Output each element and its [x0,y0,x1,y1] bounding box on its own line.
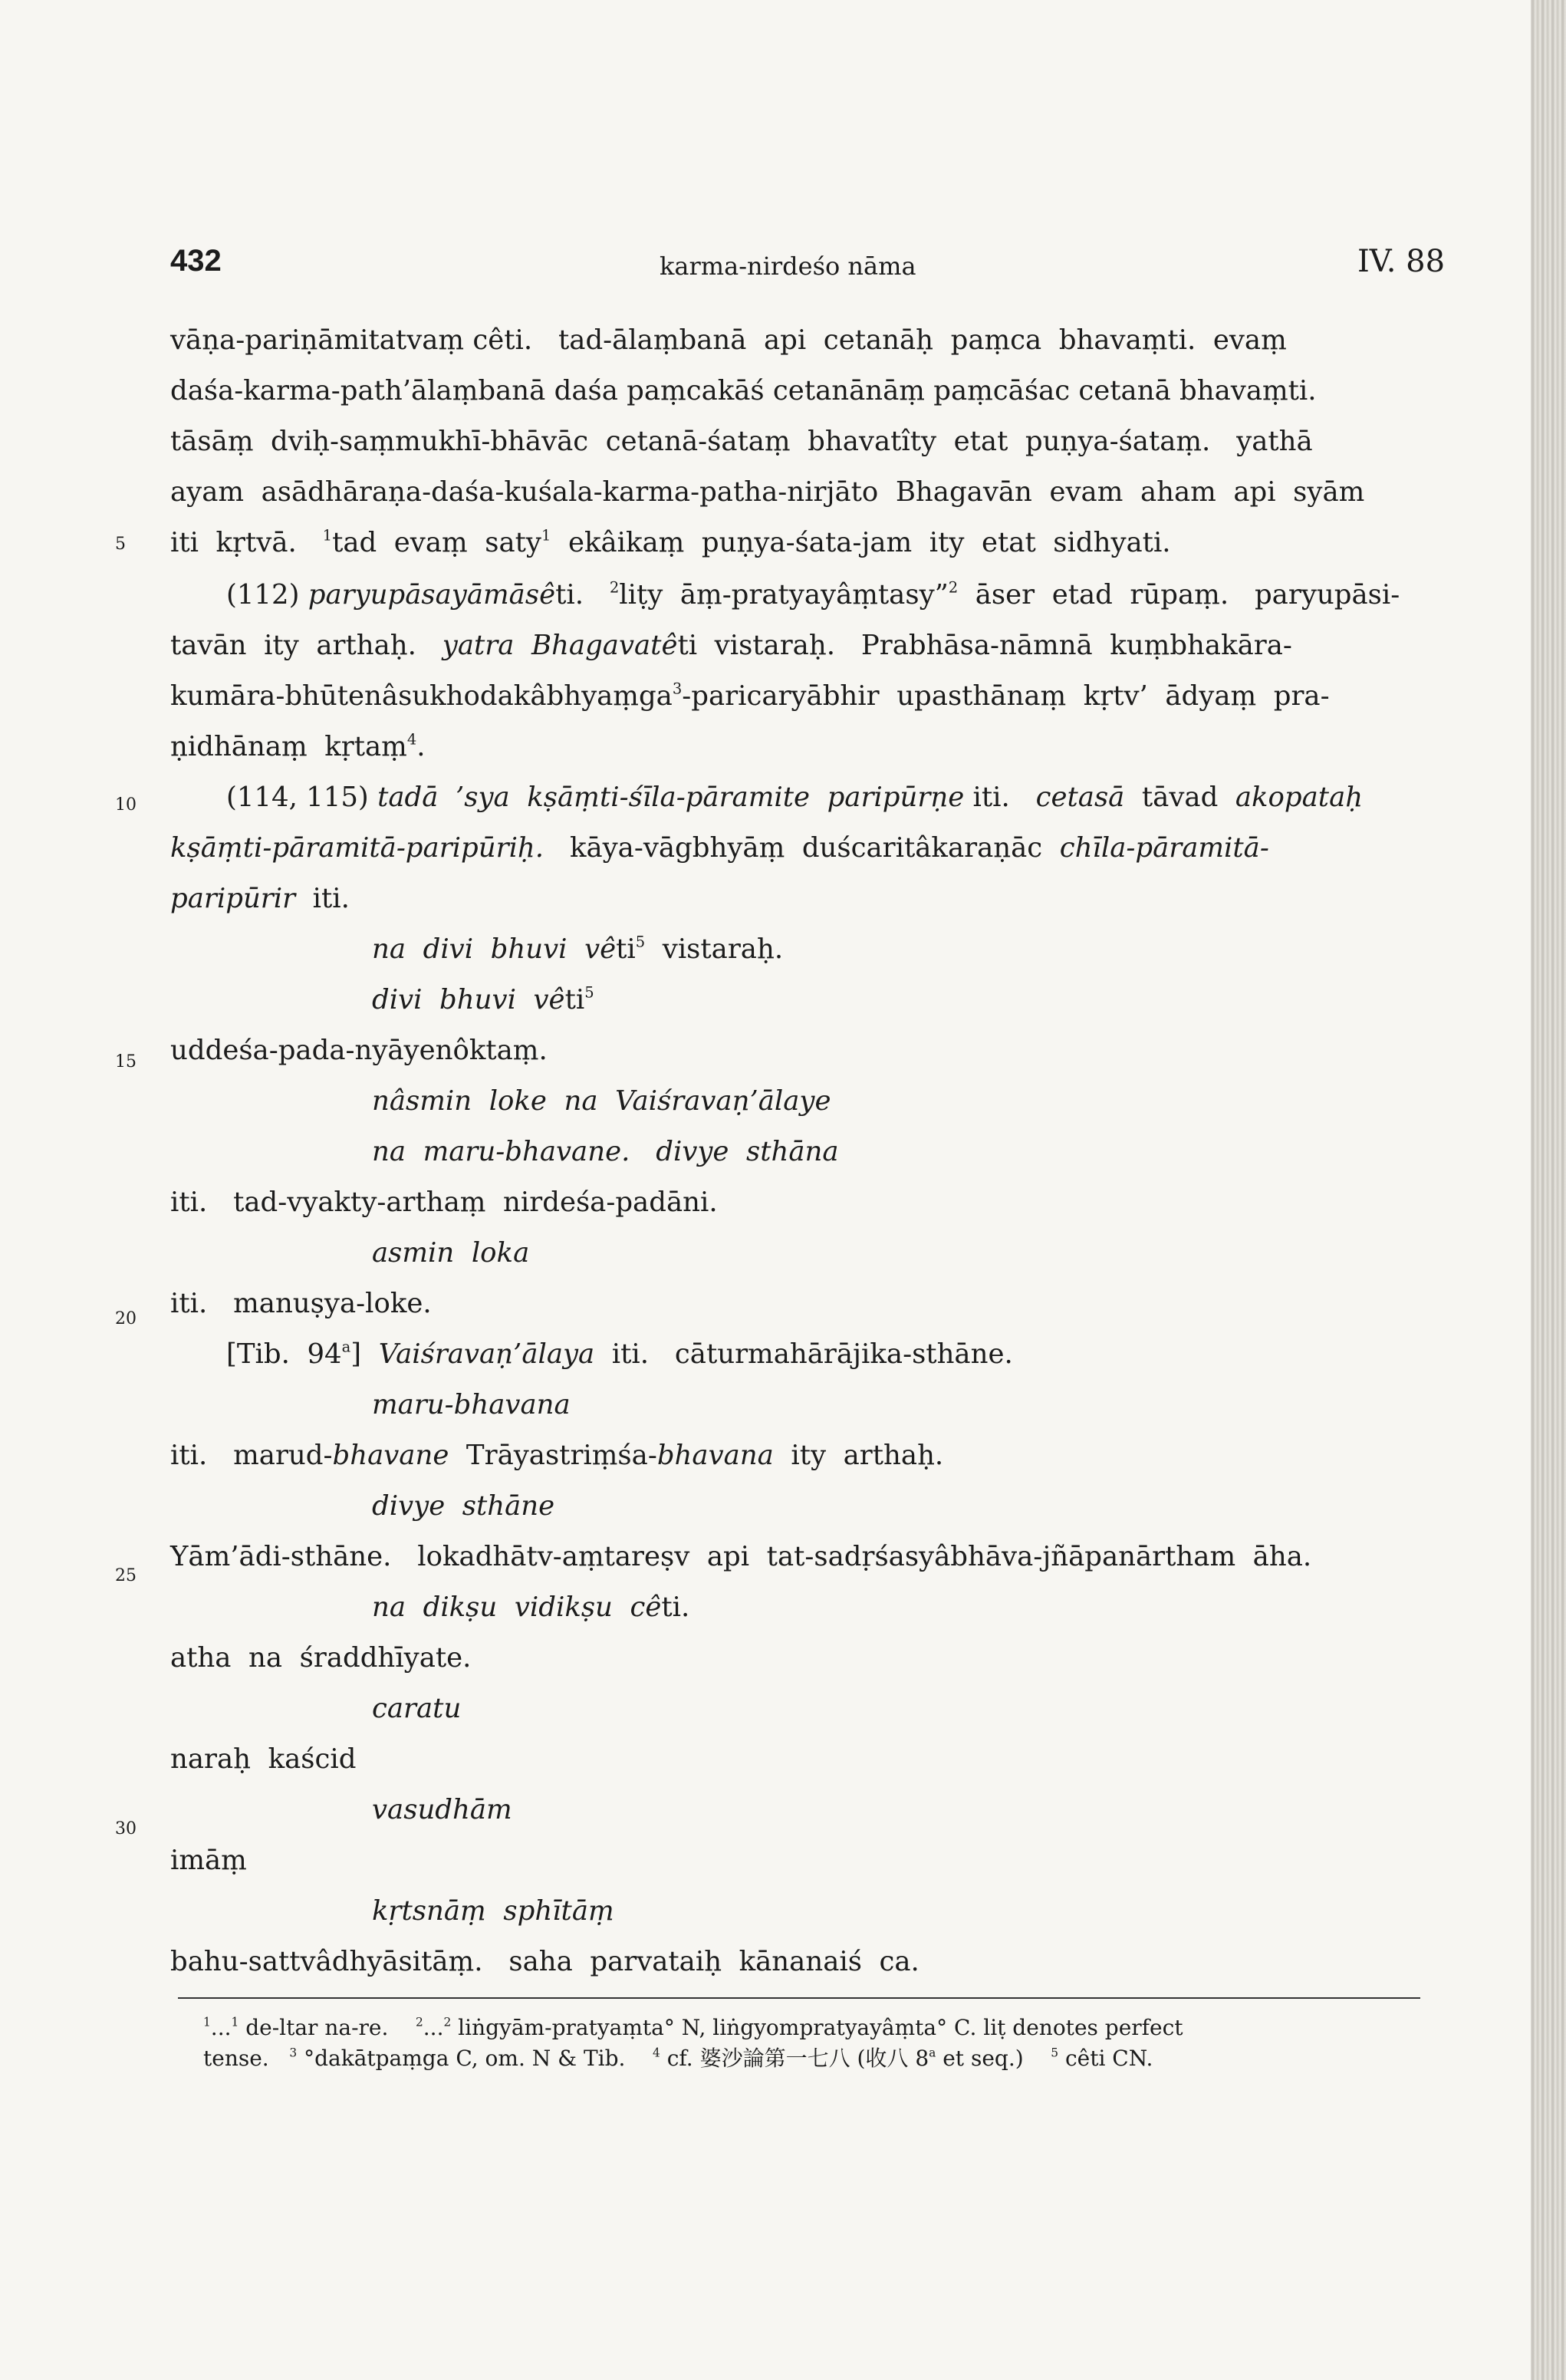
verse-line: na dikṣu vidikṣu cêti. [372,1592,690,1623]
verse-line: divi bhuvi vêti$^5$ [372,983,594,1016]
verse-line: maru-bhavana [372,1389,571,1420]
text-line: kumāra-bhūtenâsukhodakâbhyaṃga$^3$-paricaryābhir upasthānaṃ kṛtv’ ādyaṃ pra- [170,680,1330,712]
line-number: 20 [115,1309,137,1328]
text-line: paripūrir iti. [170,883,350,914]
footnote-line: $^1$...$^1$ de-ltar na-re. $^2$...$^2$ liṅgyām-pratyaṃta° N, liṅgyompratyayâṃta° C. liṭ denotes perfect [203,2015,1183,2040]
footnote-line: tense. $^3$ °dakātpaṃga C, om. N & Tib. $^4$ cf. 婆沙論第一七八 (收八 8$^a$ et seq.) $^5$ cêti CN. [203,2046,1153,2071]
text-line: ṇidhānaṃ kṛtaṃ$^4$. [170,730,426,762]
line-number: 10 [115,795,137,815]
text-line: [Tib. 94$^a$] Vaiśravaṇ’ālaya iti. cāturmahārājika-sthāne. [226,1338,1013,1370]
line-number: 5 [115,535,126,554]
text-line: naraḥ kaścid [170,1743,357,1775]
page-header [0,244,1566,290]
text-line: daśa-karma-path’ālaṃbanā daśa paṃcakāś cetanānāṃ paṃcāśac cetanā bhavaṃti. [170,375,1317,407]
text-line: atha na śraddhīyate. [170,1642,472,1674]
line-number: 15 [115,1052,137,1071]
text-line: iti. marud-bhavane Trāyastriṃśa-bhavana ity arthaḥ. [170,1440,944,1471]
verse-line: divye sthāne [372,1490,555,1522]
text-line: tavān ity arthaḥ. yatra Bhagavatêti vistaraḥ. Prabhāsa-nāmnā kuṃbhakāra- [170,630,1292,661]
verse-line: asmin loka [372,1237,530,1269]
text-line: imāṃ [170,1845,247,1876]
page-edge-shadow [1531,0,1566,2380]
text-line: (114, 115) tadā ’sya kṣāṃti-śīla-pāramite paripūrṇe iti. cetasā tāvad akopataḥ [226,782,1364,813]
text-line: kṣāṃti-pāramitā-paripūriḥ. kāya-vāgbhyāṃ duścaritâkaraṇāc chīla-pāramitā- [170,832,1269,864]
text-line: uddeśa-pada-nyāyenôktaṃ. [170,1035,548,1066]
text-line: iti. manuṣya-loke. [170,1288,432,1319]
text-line: iti kṛtvā. $^1$tad evaṃ saty$^1$ ekâikaṃ puṇya-śata-jam ity etat sidhyati. [170,526,1171,558]
text-line: bahu-sattvâdhyāsitāṃ. saha parvataiḥ kānanaiś ca. [170,1946,920,1977]
verse-line: na divi bhuvi vêti$^5$ vistaraḥ. [372,933,784,965]
text-line: iti. tad-vyakty-arthaṃ nirdeśa-padāni. [170,1187,718,1218]
text-line: tāsāṃ dviḥ-saṃmukhī-bhāvāc cetanā-śataṃ bhavatîty etat puṇya-śataṃ. yathā [170,426,1313,457]
verse-line: caratu [372,1693,462,1724]
verse-line: vasudhām [372,1794,512,1825]
running-title: karma-nirdeśo nāma [660,252,916,281]
line-number: 25 [115,1566,137,1585]
line-number: 30 [115,1819,137,1838]
text-line: ayam asādhāraṇa-daśa-kuśala-karma-patha-nirjāto Bhagavān evam aham api syām [170,476,1365,508]
text-line: vāṇa-pariṇāmitatvaṃ cêti. tad-ālaṃbanā api cetanāḥ paṃca bhavaṃti. evaṃ [170,324,1287,356]
verse-line: nâsmin loke na Vaiśravaṇ’ālaye [372,1085,831,1117]
text-line: Yām’ādi-sthāne. lokadhātv-aṃtareṣv api tat-sadṛśasyâbhāva-jñāpanārtham āha. [170,1541,1312,1572]
text-line: (112) paryupāsayāmāsêti. $^2$liṭy āṃ-pratyayâṃtasy”$^2$ āser etad rūpaṃ. paryupāsi- [226,578,1400,611]
verse-line: kṛtsnāṃ sphītāṃ [372,1895,614,1927]
verse-line: na maru-bhavane. divye sthāna [372,1136,839,1167]
footnote-rule [178,1997,1420,1999]
page-number: 432 [170,244,222,278]
section-number: IV. 88 [1357,244,1446,279]
